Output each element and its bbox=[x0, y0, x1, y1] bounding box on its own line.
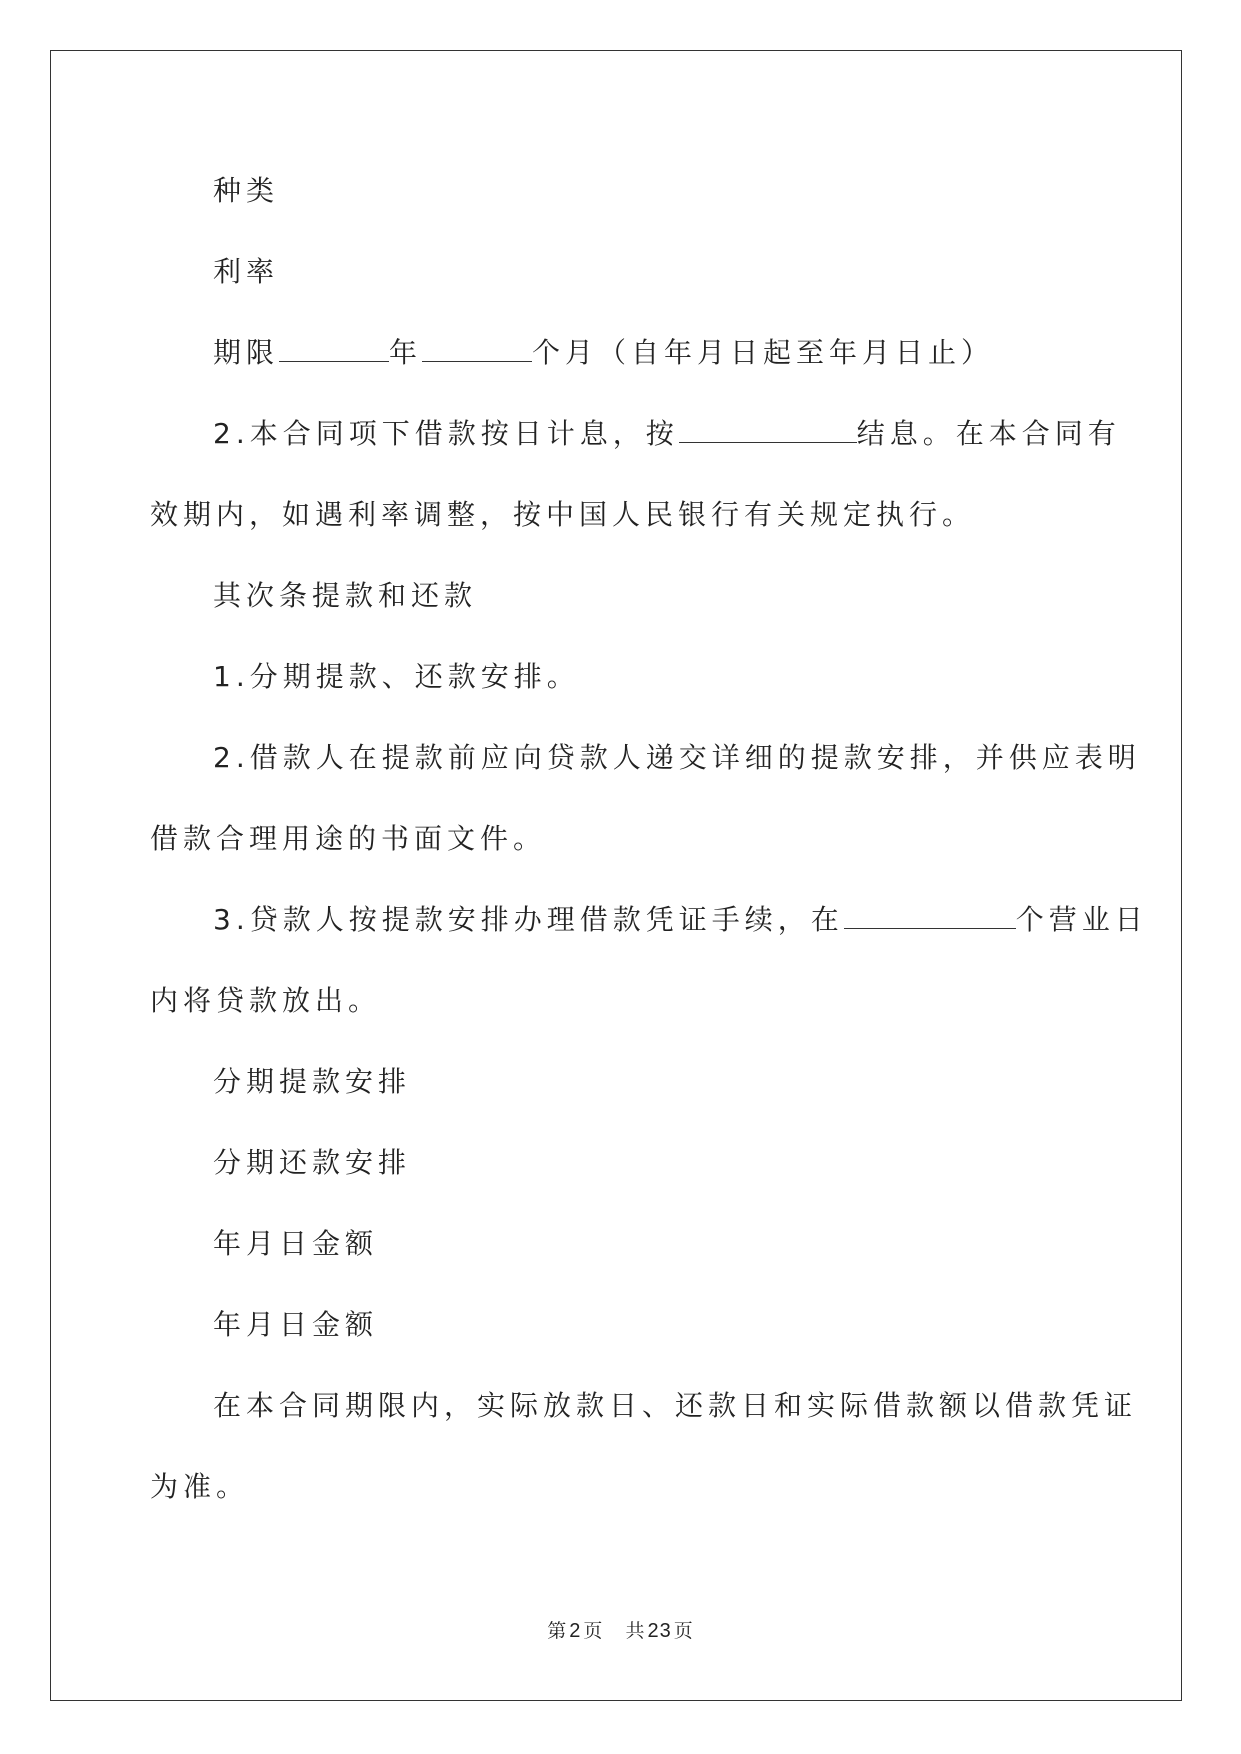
page-footer bbox=[0, 1616, 1241, 1643]
page-border bbox=[50, 50, 1182, 1701]
interest-text: 2.本合同项下借款按日计息，按 bbox=[213, 417, 679, 450]
text-line bbox=[213, 414, 1121, 454]
lender-text: 3.贷款人按提款安排办理借款凭证手续，在 bbox=[213, 903, 844, 936]
text-line bbox=[213, 333, 994, 373]
total-pages: 23 bbox=[647, 1620, 672, 1642]
interest-text-end: 结息。在本合同有 bbox=[856, 417, 1121, 450]
text-line: 借款合理用途的书面文件。 bbox=[150, 822, 547, 855]
section-heading: 其次条提款和还款 bbox=[213, 579, 478, 612]
lender-text-end: 个营业日 bbox=[1015, 903, 1148, 936]
text-line: 效期内，如遇利率调整，按中国人民银行有关规定执行。 bbox=[150, 498, 976, 531]
blank-field-business-days[interactable] bbox=[844, 900, 1016, 929]
text-line: 内将贷款放出。 bbox=[150, 984, 382, 1017]
blank-field-years[interactable] bbox=[279, 333, 389, 362]
page-number: 2 bbox=[569, 1620, 582, 1642]
text-line: 2.借款人在提款前应向贷款人递交详细的提款安排，并供应表明 bbox=[213, 741, 1141, 774]
text-line: 年月日金额 bbox=[213, 1227, 379, 1260]
term-label: 期限 bbox=[213, 336, 280, 369]
month-label: 个月（自年月日起至年月日止） bbox=[532, 336, 995, 369]
footer-total-prefix: 共 bbox=[625, 1620, 646, 1642]
footer-total-unit: 页 bbox=[673, 1620, 694, 1642]
footer-prefix: 第 bbox=[547, 1620, 568, 1642]
text-line: 1.分期提款、还款安排。 bbox=[213, 660, 580, 693]
blank-field-settlement[interactable] bbox=[679, 414, 857, 443]
text-line: 为准。 bbox=[150, 1470, 250, 1503]
footer-page-unit: 页 bbox=[583, 1620, 604, 1642]
text-line: 分期提款安排 bbox=[213, 1065, 412, 1098]
year-label: 年 bbox=[389, 336, 423, 369]
text-line: 年月日金额 bbox=[213, 1308, 379, 1341]
text-line: 分期还款安排 bbox=[213, 1146, 412, 1179]
text-line: 种类 bbox=[213, 174, 280, 207]
text-line: 在本合同期限内，实际放款日、还款日和实际借款额以借款凭证 bbox=[213, 1389, 1138, 1422]
blank-field-months[interactable] bbox=[422, 333, 532, 362]
text-line: 利率 bbox=[213, 255, 280, 288]
text-line bbox=[213, 900, 1148, 940]
